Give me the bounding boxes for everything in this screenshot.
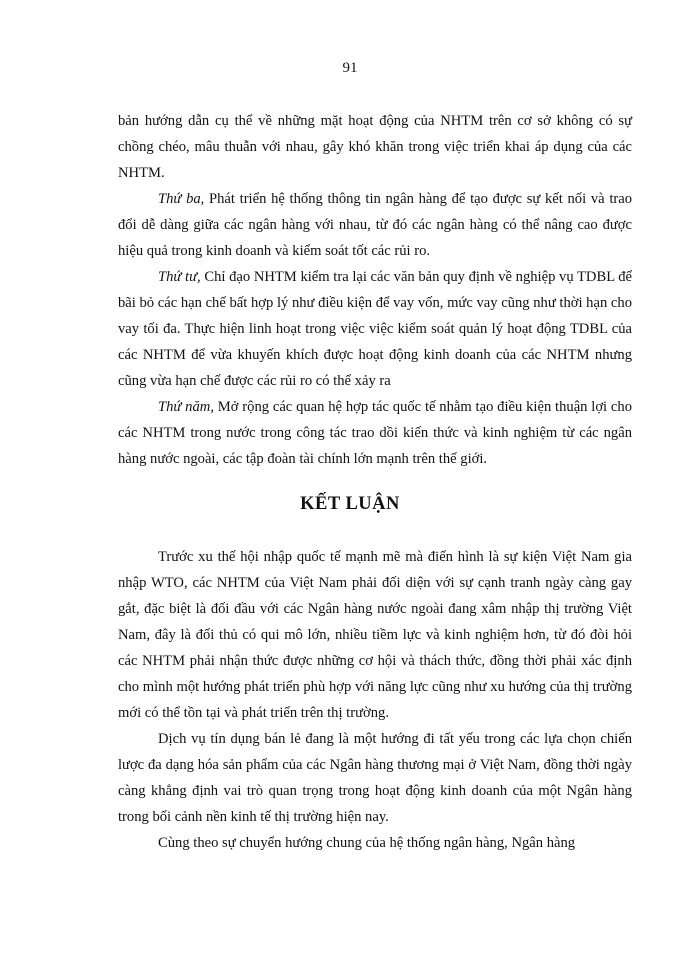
paragraph-text: Mở rộng các quan hệ hợp tác quốc tế nhằm tạo điều kiện thuận lợi cho các NHTM trong nước trong công tác trao dồi kiến thức và kinh nghiệm từ các ngân hàng nước ngoài, các tập đoàn tài chính lớn mạnh trên thế giới. xyxy=(118,399,632,467)
conclusion-paragraph xyxy=(118,830,632,856)
conclusion-paragraph xyxy=(118,544,632,726)
paragraph-thu-ba xyxy=(118,186,632,264)
paragraph-lead: Thứ ba, xyxy=(158,191,205,207)
paragraph-continuation xyxy=(118,108,632,186)
conclusion-section xyxy=(118,544,632,856)
paragraph-lead: Thứ tư, xyxy=(158,269,201,285)
paragraph-text: Trước xu thế hội nhập quốc tế mạnh mẽ mà điển hình là sự kiện Việt Nam gia nhập WTO, các NHTM của Việt Nam phải đối diện với sự cạnh tranh ngày càng gay gắt, đặc biệt là đối đầu với các Ngân hàng nước ngoài đang xâm nhập thị trường Việt Nam, đây là đối thủ có qui mô lớn, nhiều tiềm lực và kinh nghiệm hơn, từ đó đòi hỏi các NHTM phải nhận thức được những cơ hội và thách thức, đồng thời phải xác định cho mình một hướng phát triển phù hợp với năng lực cũng như xu hướng của thị trường mới có thể tồn tại và phát triển trên thị trường. xyxy=(118,549,632,721)
conclusion-paragraph xyxy=(118,726,632,830)
recommendations-section xyxy=(118,108,632,472)
paragraph-text: Chỉ đạo NHTM kiểm tra lại các văn bản quy định về nghiệp vụ TDBL để bãi bỏ các hạn chế bất hợp lý như điều kiện để vay vốn, mức vay cũng như thời hạn cho vay tối đa. Thực hiện linh hoạt trong việc việc kiểm soát quản lý hoạt động TDBL của các NHTM để vừa khuyến khích được hoạt động kinh doanh của các NHTM nhưng cũng vừa hạn chế được các rủi ro có thể xảy ra xyxy=(118,269,633,389)
paragraph-lead: Thứ năm, xyxy=(158,399,214,415)
paragraph-thu-nam xyxy=(118,394,632,472)
page-number: 91 xyxy=(342,60,358,76)
paragraph-text: bản hướng dẫn cụ thể về những mặt hoạt động của NHTM trên cơ sở không có sự chồng chéo, mâu thuẫn với nhau, gây khó khăn trong việc triển khai áp dụng của các NHTM. xyxy=(118,113,632,181)
paragraph-text: Dịch vụ tín dụng bán lẻ đang là một hướng đi tất yếu trong các lựa chọn chiến lược đa dạng hóa sản phẩm của các Ngân hàng thương mại ở Việt Nam, đồng thời ngày càng khẳng định vai trò quan trọng trong hoạt động kinh doanh của một Ngân hàng trong bối cảnh nền kinh tế thị trường hiện nay. xyxy=(118,731,632,825)
paragraph-thu-tu xyxy=(118,264,632,394)
paragraph-text: Phát triển hệ thống thông tin ngân hàng để tạo được sự kết nối và trao đổi dễ dàng giữa các ngân hàng với nhau, từ đó các ngân hàng có thể nâng cao được hiệu quả trong kinh doanh và kiểm soát tốt các rủi ro. xyxy=(118,191,633,259)
conclusion-heading: KẾT LUẬN xyxy=(300,494,400,514)
paragraph-text: Cùng theo sự chuyển hướng chung của hệ thống ngân hàng, Ngân hàng xyxy=(158,835,576,851)
